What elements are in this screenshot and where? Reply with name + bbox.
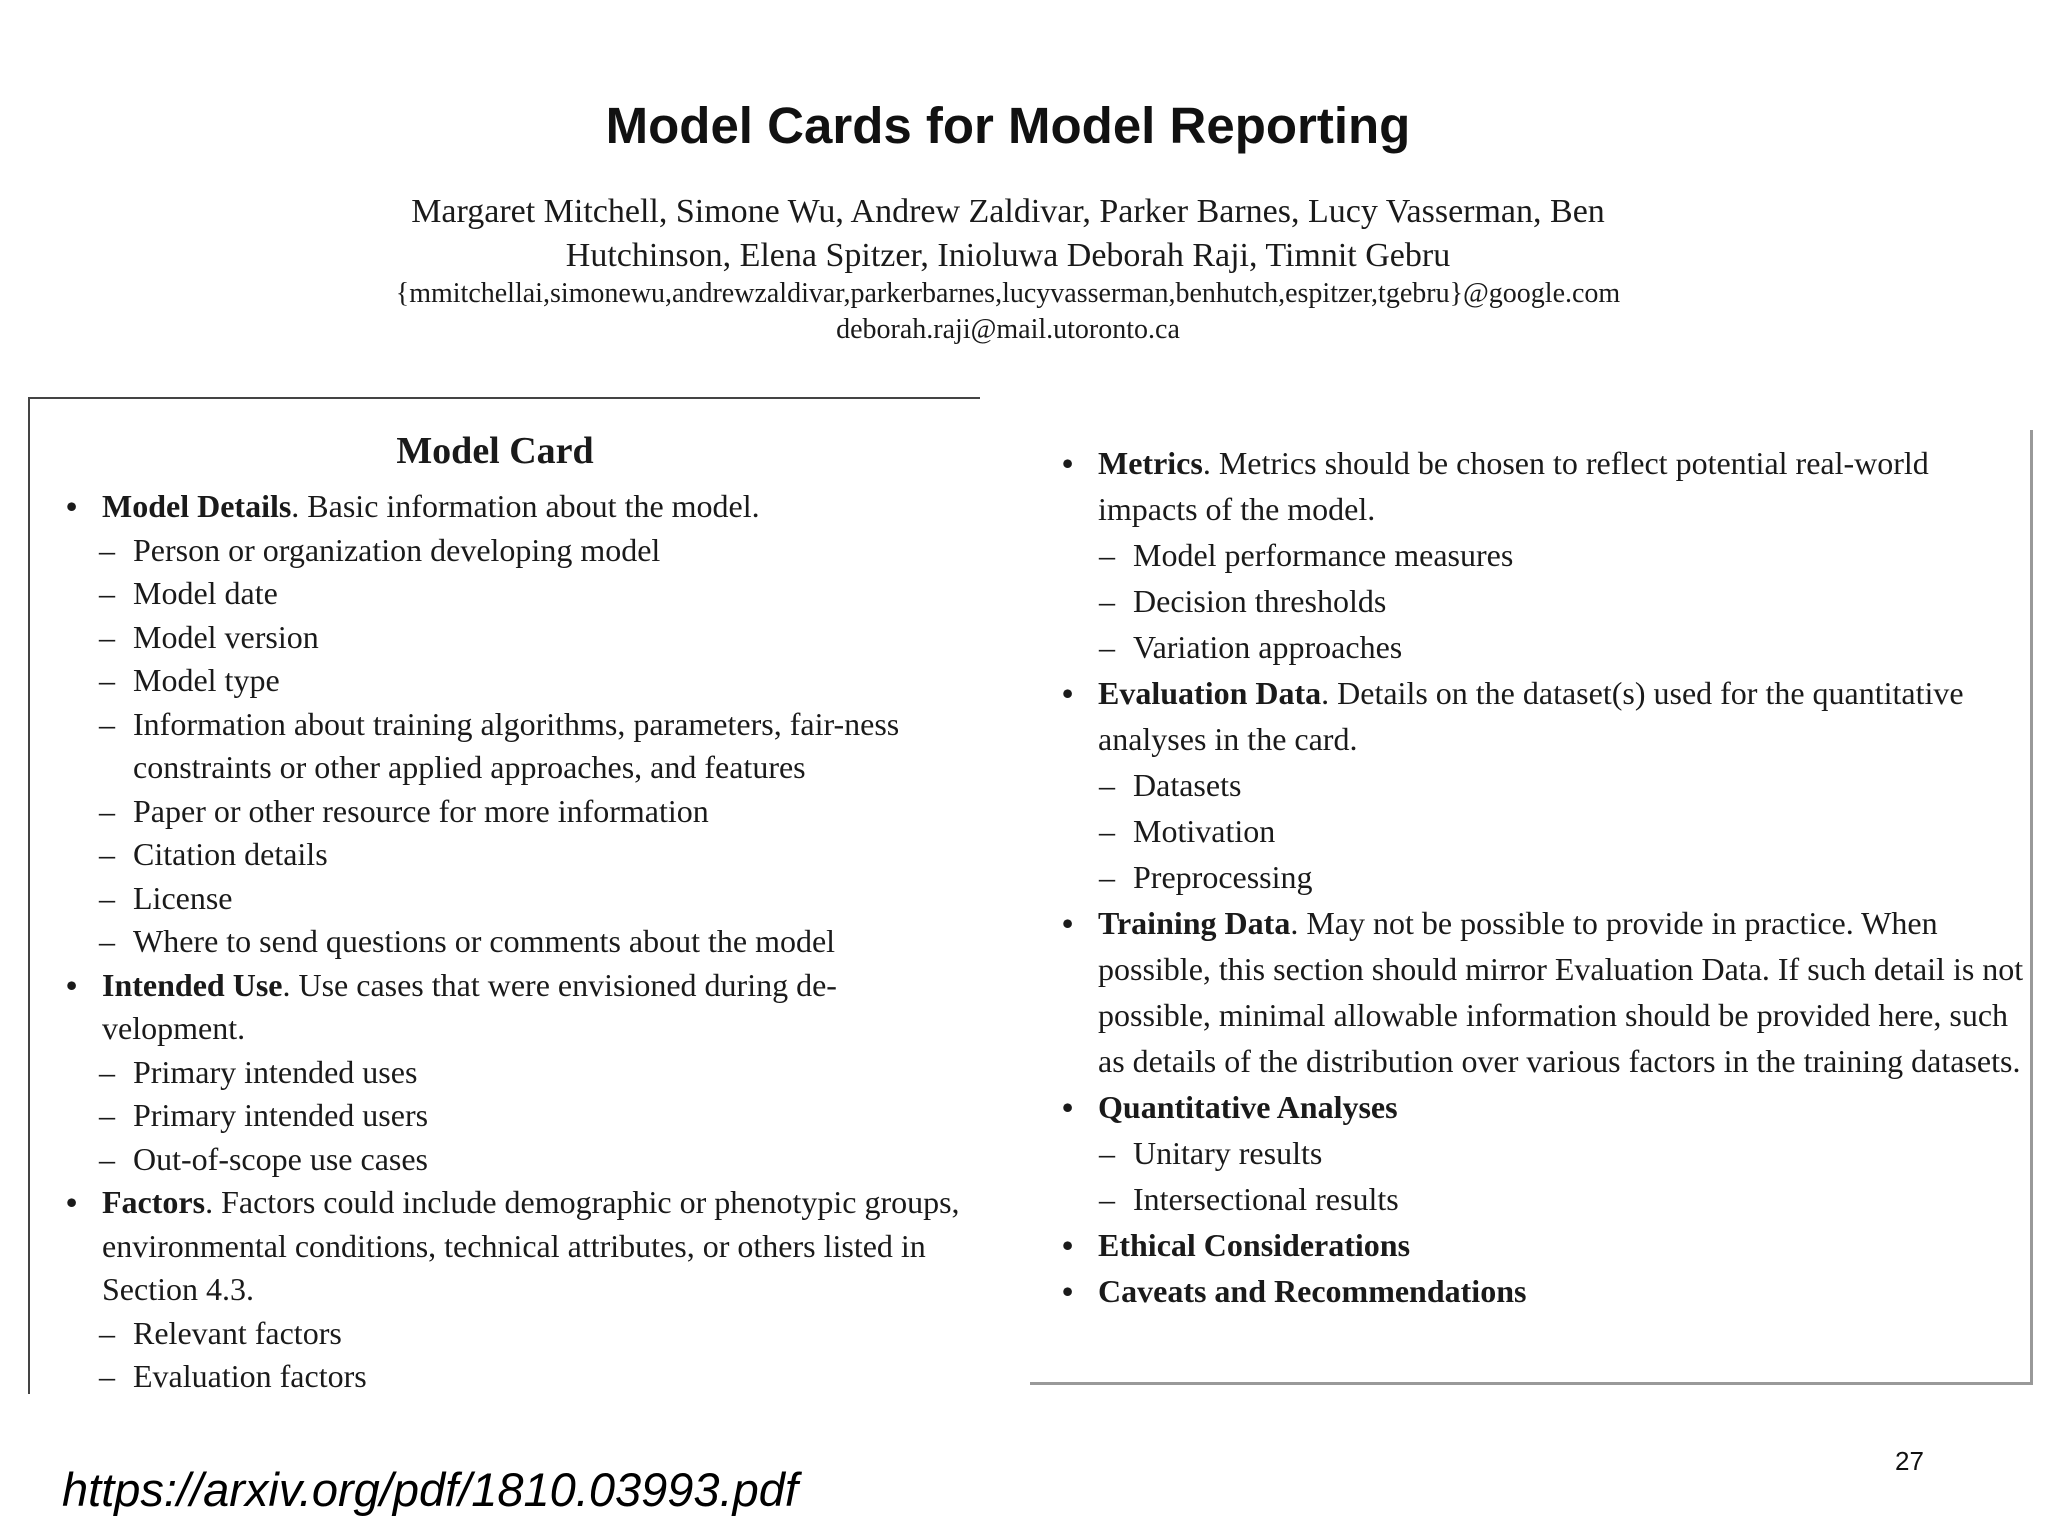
section-bullet bbox=[1030, 440, 2030, 532]
email-line: deborah.raji@mail.utoronto.ca bbox=[836, 314, 1180, 345]
list-item: – Where to send questions or comments about the model bbox=[30, 920, 960, 964]
section-heading: Ethical Considerations bbox=[1098, 1227, 1411, 1263]
section-bullet bbox=[1030, 670, 2030, 762]
section-heading: Metrics bbox=[1098, 445, 1203, 481]
section-bullet bbox=[1030, 1084, 2030, 1130]
section-description: . Factors could include demographic or phenotypic groups, environmental conditions, technical attributes, or others listed in Section 4.3. bbox=[102, 1184, 960, 1307]
right-section-list bbox=[1030, 440, 2030, 1314]
list-item: – Decision thresholds bbox=[1030, 578, 2030, 624]
list-item: – Unitary results bbox=[1030, 1130, 2030, 1176]
list-item: – Relevant factors bbox=[30, 1312, 960, 1356]
list-item: – Intersectional results bbox=[1030, 1176, 2030, 1222]
email-list bbox=[0, 276, 2016, 348]
list-item: – Primary intended users bbox=[30, 1094, 960, 1138]
page-number: 27 bbox=[1895, 1446, 1924, 1476]
list-item: – Person or organization developing model bbox=[30, 529, 960, 573]
section-description: . Details on the dataset(s) used for the quantitative analyses in the card. bbox=[1098, 675, 1964, 757]
list-item: – Citation details bbox=[30, 833, 960, 877]
section-heading: Evaluation Data bbox=[1098, 675, 1322, 711]
author-list bbox=[0, 190, 2016, 278]
section-heading: Training Data bbox=[1098, 905, 1291, 941]
section-heading: Intended Use bbox=[102, 966, 283, 1003]
list-item: – Datasets bbox=[1030, 762, 2030, 808]
list-item: – Motivation bbox=[1030, 808, 2030, 854]
list-item: – Variation approaches bbox=[1030, 624, 2030, 670]
section-bullet bbox=[30, 1181, 960, 1312]
section-description: . Use cases that were envisioned during de-velopment. bbox=[102, 966, 837, 1046]
list-item: – Model type bbox=[30, 659, 960, 703]
section-bullet bbox=[30, 485, 960, 529]
section-description: . Metrics should be chosen to reflect potential real-world impacts of the model. bbox=[1098, 445, 1929, 527]
list-item: – Model version bbox=[30, 616, 960, 660]
model-card-title: Model Card bbox=[396, 430, 594, 472]
section-description: . Basic information about the model. bbox=[291, 488, 760, 524]
list-item: – Preprocessing bbox=[1030, 854, 2030, 900]
section-description: . May not be possible to provide in practice. When possible, this section should mirror Evaluation Data. If such detail is not possible, minimal allowable information should be provided here, such as details of the distribution over various factors in the training datasets. bbox=[1098, 905, 2024, 1079]
list-item: – Primary intended uses bbox=[30, 1051, 960, 1095]
source-link[interactable]: https://arxiv.org/pdf/1810.03993.pdf bbox=[62, 1463, 798, 1516]
list-item: – License bbox=[30, 877, 960, 921]
model-card-right-panel bbox=[1030, 430, 2033, 1385]
section-bullet bbox=[1030, 1268, 2030, 1314]
author-line: Hutchinson, Elena Spitzer, Inioluwa Deborah Raji, Timnit Gebru bbox=[565, 237, 1451, 274]
section-heading: Caveats and Recommendations bbox=[1098, 1273, 1527, 1309]
model-card-left-panel bbox=[28, 397, 980, 1394]
section-bullet bbox=[1030, 900, 2030, 1084]
section-heading: Model Details bbox=[102, 488, 292, 524]
list-item: – Model performance measures bbox=[1030, 532, 2030, 578]
list-item: – Information about training algorithms, parameters, fair-ness constraints or other applied approaches, and features bbox=[30, 703, 960, 790]
left-section-list bbox=[30, 485, 960, 1399]
list-item: – Paper or other resource for more information bbox=[30, 790, 960, 834]
email-line: {mmitchellai,simonewu,andrewzaldivar,parkerbarnes,lucyvasserman,benhutch,espitzer,tgebru}@google.com bbox=[395, 278, 1621, 309]
paper-title: Model Cards for Model Reporting bbox=[605, 97, 1411, 154]
section-heading: Quantitative Analyses bbox=[1098, 1089, 1398, 1125]
author-line: Margaret Mitchell, Simone Wu, Andrew Zaldivar, Parker Barnes, Lucy Vasserman, Ben bbox=[411, 193, 1605, 230]
section-bullet bbox=[30, 964, 960, 1051]
section-heading: Factors bbox=[102, 1184, 206, 1220]
list-item: – Model date bbox=[30, 572, 960, 616]
list-item: – Evaluation factors bbox=[30, 1355, 960, 1399]
list-item: – Out-of-scope use cases bbox=[30, 1138, 960, 1182]
section-bullet bbox=[1030, 1222, 2030, 1268]
